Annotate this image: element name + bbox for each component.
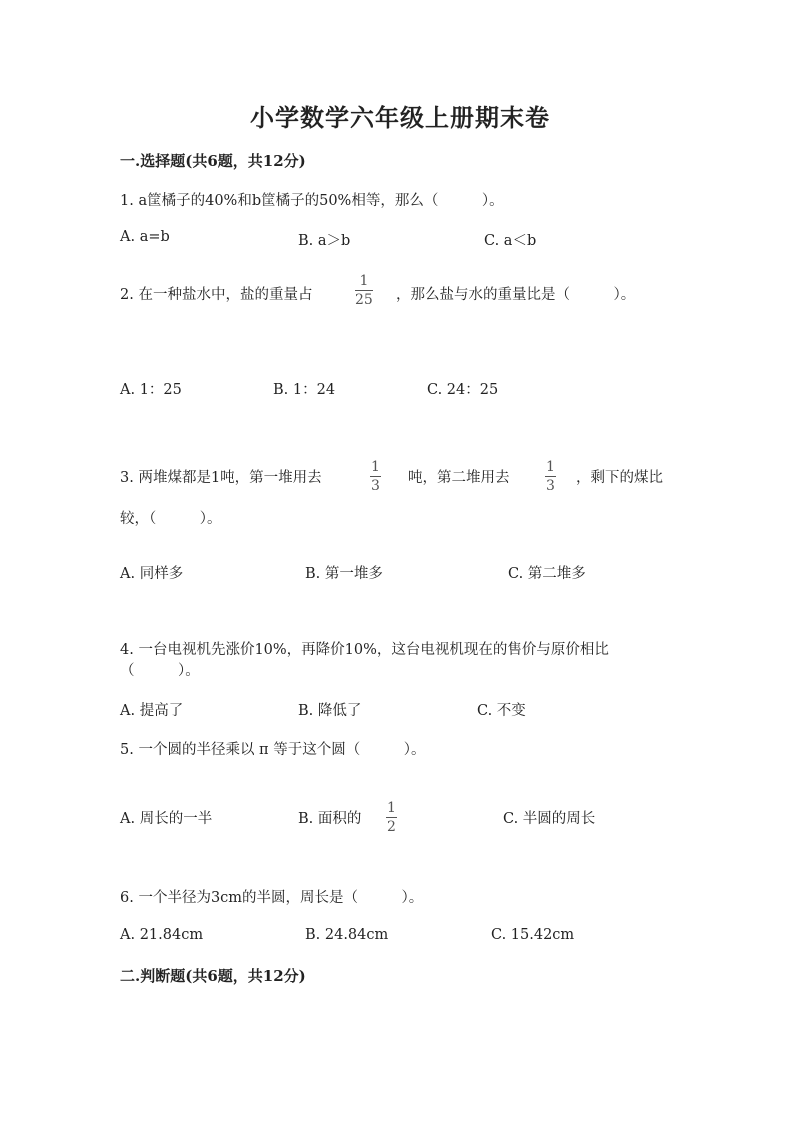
question-6-text: 6. 一个半径为3cm的半圆，周长是（ ）。 bbox=[120, 890, 424, 906]
section-heading-judgement: 二.判断题(共6题，共12分) bbox=[120, 967, 306, 985]
question-4-text: 4. 一台电视机先涨价10%，再降价10%，这台电视机现在的售价与原价相比 bbox=[120, 642, 609, 658]
question-3-fraction-1 bbox=[370, 460, 381, 493]
fraction-numerator: 1 bbox=[359, 273, 369, 289]
fraction-denominator: 2 bbox=[387, 819, 396, 835]
question-2-text-after: ，那么盐与水的重量比是（ ）。 bbox=[396, 287, 636, 303]
question-5-option-b-fraction bbox=[386, 801, 397, 834]
question-3-option-c: C. 第二堆多 bbox=[508, 566, 586, 582]
question-1-option-b: B. a＞b bbox=[298, 233, 351, 249]
question-3-text-middle: 吨，第二堆用去 bbox=[408, 470, 510, 486]
fraction-denominator: 3 bbox=[546, 478, 555, 494]
section-heading-choice: 一.选择题(共6题，共12分) bbox=[120, 152, 306, 170]
question-5-option-c: C. 半圆的周长 bbox=[503, 811, 596, 827]
question-4-option-a: A. 提高了 bbox=[120, 703, 184, 719]
question-3-text-before: 3. 两堆煤都是1吨，第一堆用去 bbox=[120, 470, 322, 486]
question-3-fraction-2 bbox=[545, 460, 556, 493]
fraction-numerator: 1 bbox=[546, 459, 555, 475]
fraction-numerator: 1 bbox=[371, 459, 380, 475]
question-2-option-a: A. 1：25 bbox=[120, 382, 182, 398]
question-3-option-b: B. 第一堆多 bbox=[305, 566, 383, 582]
fraction-numerator: 1 bbox=[387, 800, 396, 816]
question-5-option-a: A. 周长的一半 bbox=[120, 811, 213, 827]
question-6-option-c: C. 15.42cm bbox=[491, 927, 575, 943]
question-2-option-b: B. 1：24 bbox=[273, 382, 336, 398]
question-5-text: 5. 一个圆的半径乘以 π 等于这个圆（ ）。 bbox=[120, 742, 426, 758]
question-1-text: 1. a筐橘子的40%和b筐橘子的50%相等，那么（ ）。 bbox=[120, 193, 504, 209]
question-2-text-before: 2. 在一种盐水中，盐的重量占 bbox=[120, 287, 313, 303]
question-3-option-a: A. 同样多 bbox=[120, 566, 184, 582]
question-4-option-c: C. 不变 bbox=[477, 703, 526, 719]
question-1-option-c: C. a＜b bbox=[484, 233, 537, 249]
question-3-text-line2: 较，（ ）。 bbox=[120, 511, 222, 527]
page-title: 小学数学六年级上册期末卷 bbox=[250, 103, 550, 132]
question-4-text-line2: （ ）。 bbox=[120, 663, 200, 679]
question-6-option-a: A. 21.84cm bbox=[120, 927, 204, 943]
fraction-denominator: 3 bbox=[371, 478, 380, 494]
question-3-text-after: ，剩下的煤比 bbox=[576, 470, 663, 486]
question-2-option-c: C. 24：25 bbox=[427, 382, 499, 398]
question-5-option-b: B. 面积的 bbox=[298, 811, 362, 827]
question-4-option-b: B. 降低了 bbox=[298, 703, 362, 719]
question-2-fraction bbox=[355, 274, 373, 307]
question-1-option-a: A. a=b bbox=[120, 229, 170, 245]
fraction-denominator: 25 bbox=[355, 292, 373, 308]
question-6-option-b: B. 24.84cm bbox=[305, 927, 389, 943]
